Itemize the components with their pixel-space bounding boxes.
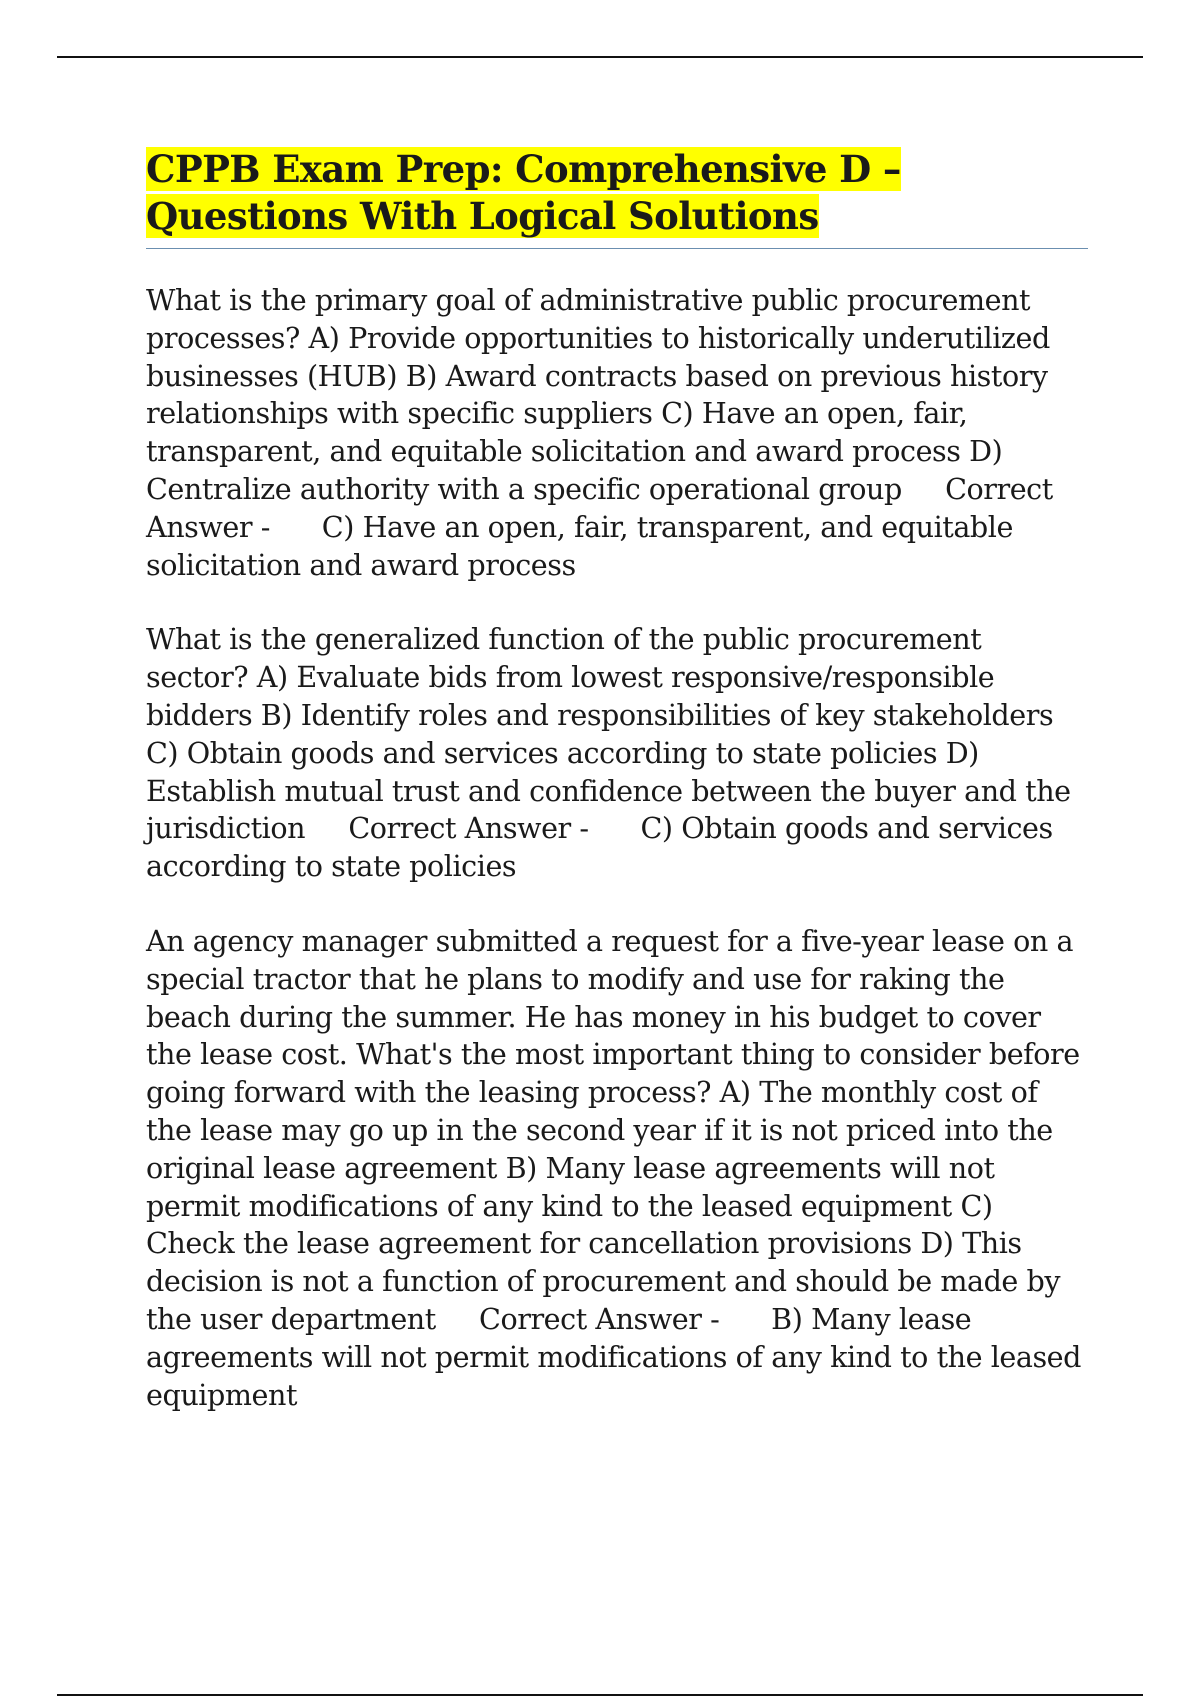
title-underline: [146, 248, 1088, 249]
question-text: What is the generalized function of the public procurement sector? A) Evaluate bids from lowest responsive/responsible bidders B) Identify roles and responsibilities of key stakeholders C) Obtain goods and services according to state policies D) Establish mutual trust and confidence between the buyer and the jurisdiction: [146, 622, 1080, 846]
qa-item-2: What is the generalized function of the public procurement sector? A) Evaluate bids from lowest responsive/responsible bidders B) Identify roles and responsibilities of key stakeholders C) Obtain goods and services according to state policies D) Establish mutual trust and confidence between the buyer and the jurisdiction Correct Answer - C) Obtain goods and services according to state policies: [146, 622, 1080, 884]
question-text: What is the primary goal of administrative public procurement processes? A) Provide opportunities to historically underutilized businesses (HUB) B) Award contracts based on previous history relationships with specific suppliers C) Have an open, fair, transparent, and equitable solicitation and award process D) Centralize authority with a specific operational group: [146, 283, 1059, 506]
question-text: An agency manager submitted a request for a five-year lease on a special tractor that he plans to modify and use for raking the beach during the summer. He has money in his budget to cover the lease cost. What's the most important thing to consider before going forward with the leasing process? A) The monthly cost of the lease may go up in the second year if it is not priced into the original lease agreement B) Many lease agreements will not permit modifications of any kind to the leased equipment C) Check the lease agreement for cancellation provisions D) This decision is not a function of procurement and should be made by the user department: [146, 923, 1089, 1336]
answer-text: B) Many lease agreements will not permit modifications of any kind to the leased equipment: [146, 1301, 1090, 1412]
page-bottom-rule: [57, 1694, 1143, 1696]
answer-text: C) Obtain goods and services according to state policies: [146, 811, 1062, 884]
answer-label: Correct Answer: [479, 1301, 702, 1336]
qa-item-1: What is the primary goal of administrative public procurement processes? A) Provide opportunities to historically underutilized businesses (HUB) B) Award contracts based on previous history relationships with specific suppliers C) Have an open, fair, transparent, and equitable solicitation and award process D) Centralize authority with a specific operational group Correct Answer - C) Have an open, fair, transparent, and equitable solicitation and award process: [146, 283, 1062, 582]
document-body: [146, 146, 1088, 1414]
answer-label: Correct Answer: [348, 811, 571, 846]
qa-item-3: An agency manager submitted a request for a five-year lease on a special tractor that he plans to modify and use for raking the beach during the summer. He has money in his budget to cover the lease cost. What's the most important thing to consider before going forward with the leasing process? A) The monthly cost of the lease may go up in the second year if it is not priced into the original lease agreement B) Many lease agreements will not permit modifications of any kind to the leased equipment C) Check the lease agreement for cancellation provisions D) This decision is not a function of procurement and should be made by the user department Correct Answer - B) Many lease agreements will not permit modifications of any kind to the leased equipment: [146, 923, 1090, 1412]
answer-label: Correct Answer: [146, 471, 1062, 544]
answer-text: C) Have an open, fair, transparent, and equitable solicitation and award process: [146, 509, 1022, 582]
document-title: [146, 146, 1088, 240]
page-top-rule: [57, 56, 1143, 58]
document-title-highlight: CPPB Exam Prep: Comprehensive D – Questions With Logical Solutions: [146, 147, 901, 238]
